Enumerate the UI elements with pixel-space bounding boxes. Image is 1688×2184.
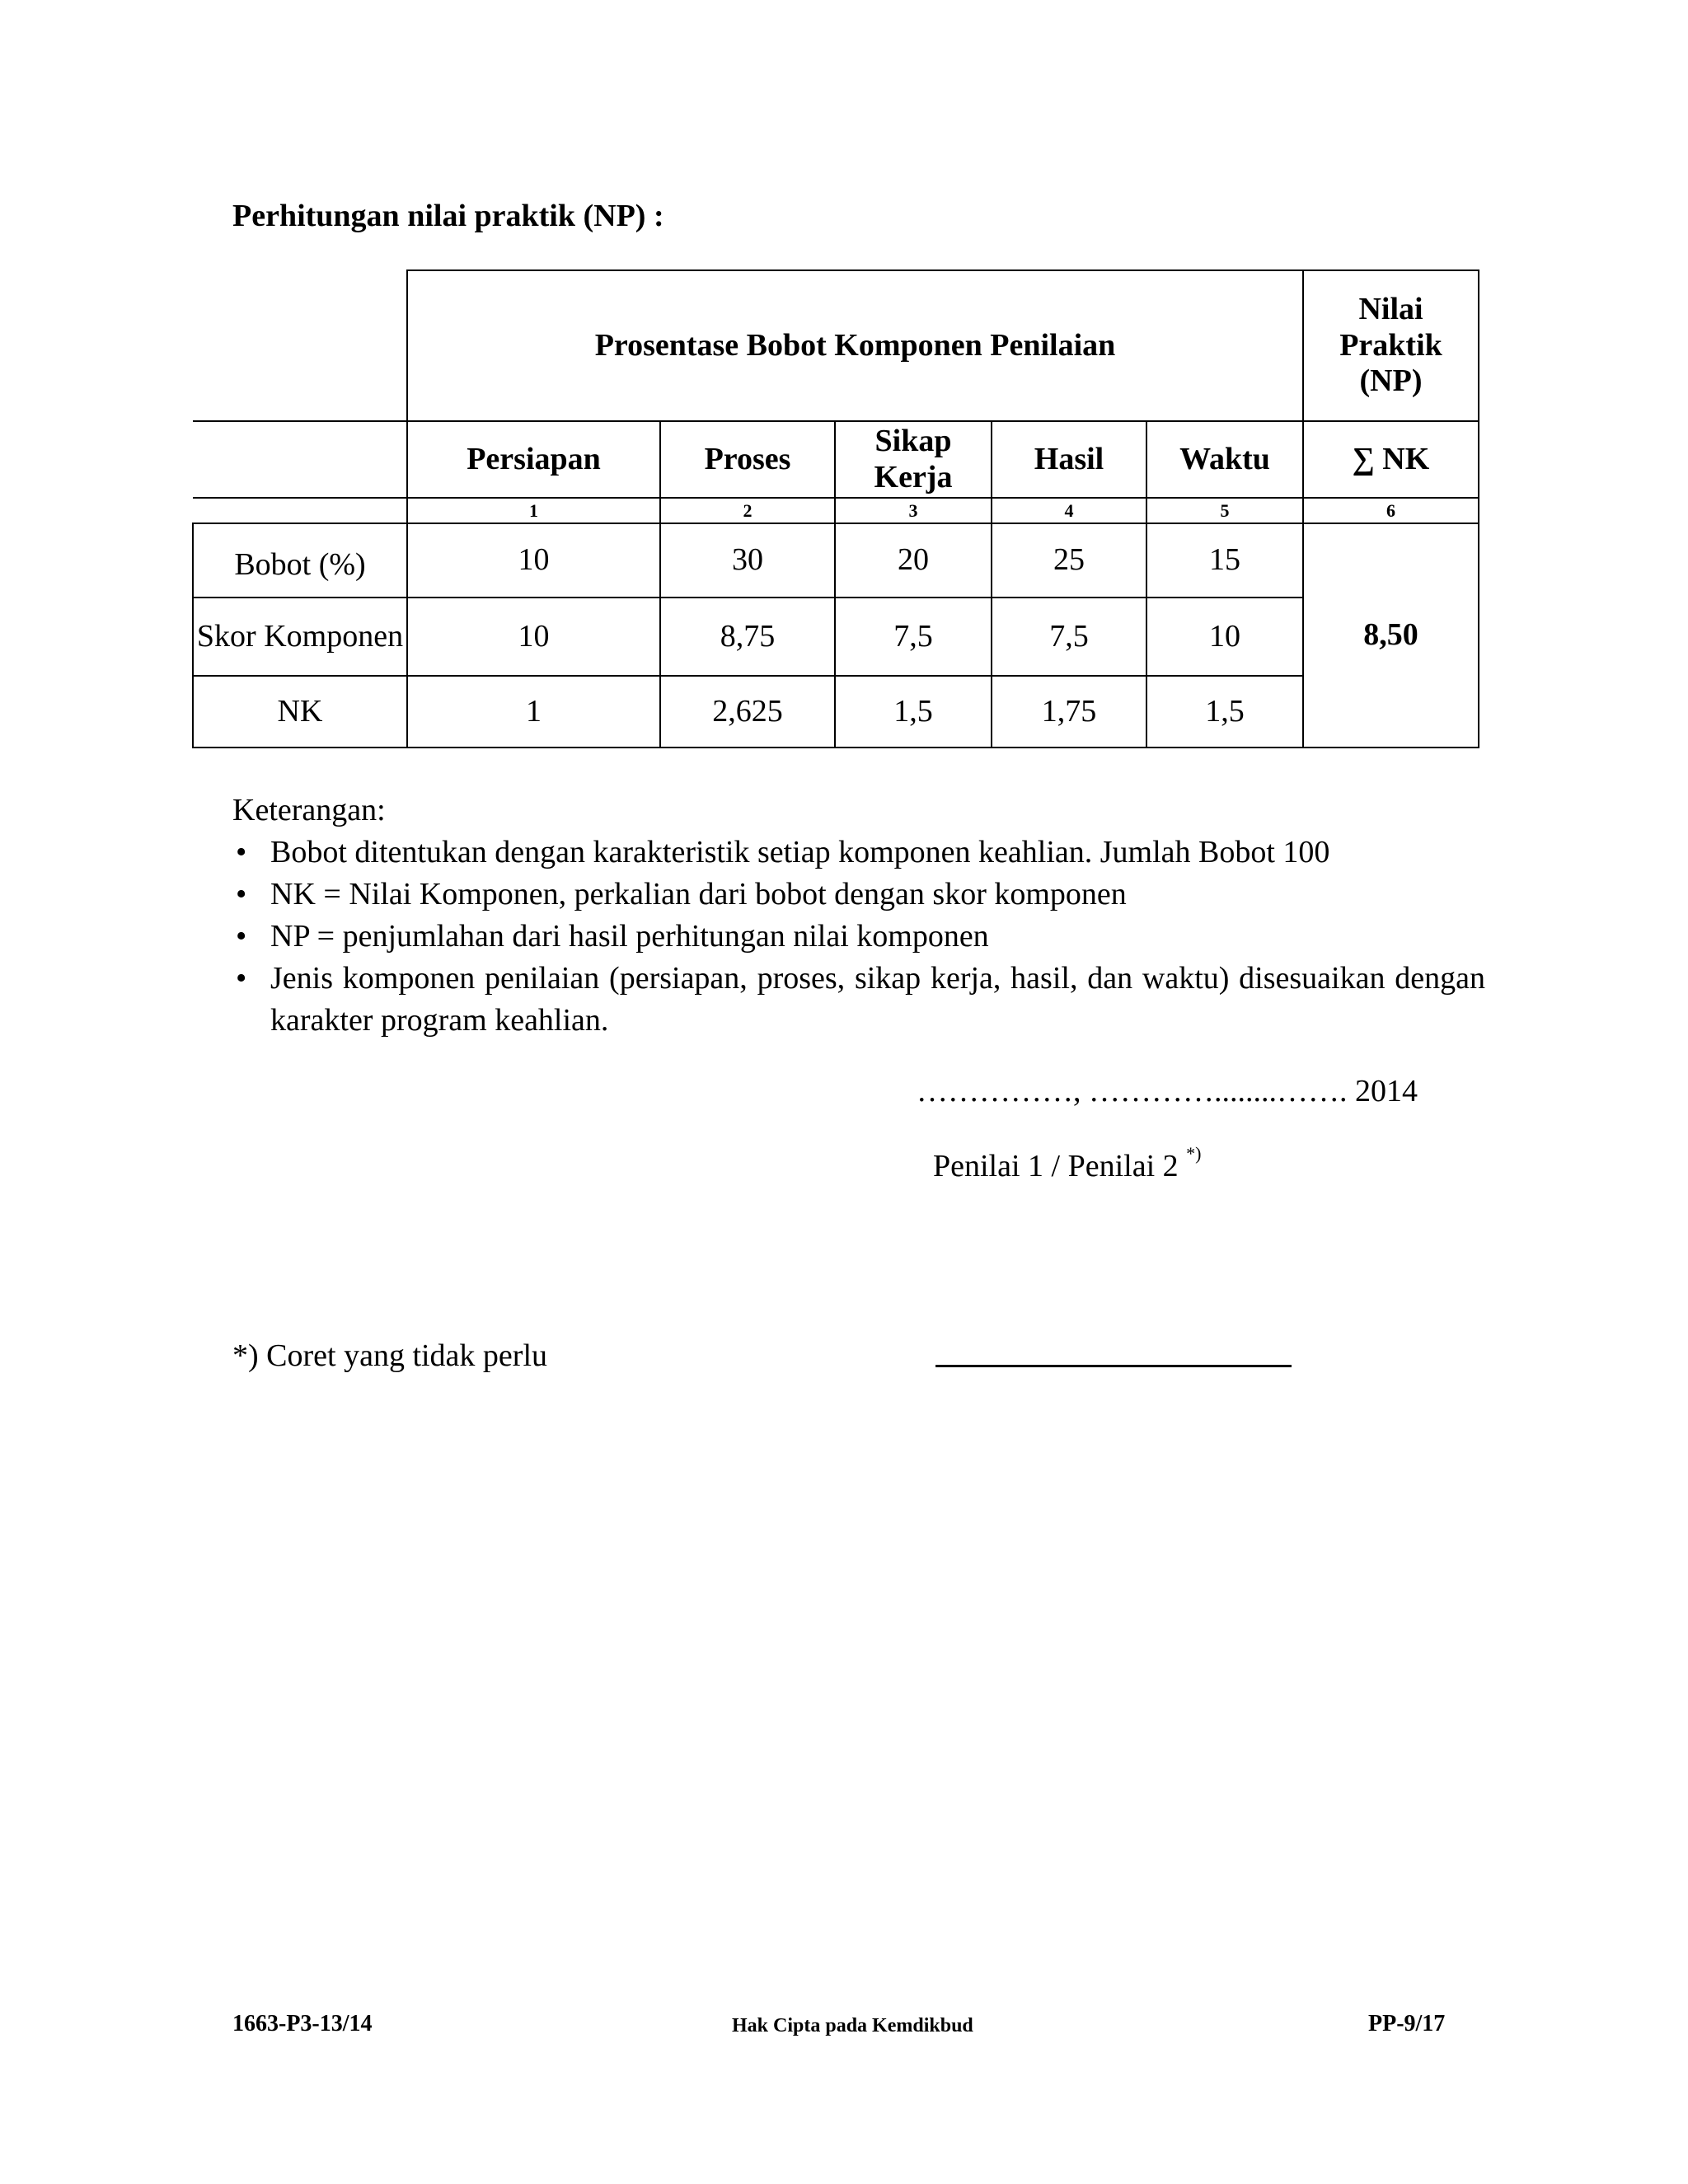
table-cell: 10 xyxy=(1146,598,1303,676)
list-item: • NP = penjumlahan dari hasil perhitungan nilai komponen xyxy=(232,916,1485,958)
list-item: • Jenis komponen penilaian (persiapan, proses, sikap kerja, hasil, dan waktu) disesuaikan dengan karakter program keahlian. xyxy=(232,958,1485,1042)
group-header: Prosentase Bobot Komponen Penilaian xyxy=(407,270,1303,421)
notes-title: Keterangan: xyxy=(232,793,386,827)
col-number: 6 xyxy=(1303,498,1479,523)
table-cell: 1,5 xyxy=(835,676,992,748)
table-cell: 15 xyxy=(1146,523,1303,598)
table-cell: 25 xyxy=(992,523,1146,598)
table-cell: 1,5 xyxy=(1146,676,1303,748)
bullet-icon: • xyxy=(236,835,247,869)
row-label-nk: NK xyxy=(193,676,407,748)
total-np: 8,50 xyxy=(1303,523,1479,748)
notes-list xyxy=(232,832,1485,1042)
table-cell: 2,625 xyxy=(660,676,835,748)
table-cell: 20 xyxy=(835,523,992,598)
table-row xyxy=(193,523,1479,598)
table-row xyxy=(193,676,1479,748)
empty-corner-3 xyxy=(193,498,407,523)
col-header-sikap-kerja: Sikap Kerja xyxy=(835,421,992,498)
page-heading: Perhitungan nilai praktik (NP) : xyxy=(232,199,664,233)
bullet-icon: • xyxy=(236,919,247,954)
list-item: • Bobot ditentukan dengan karakteristik setiap komponen keahlian. Jumlah Bobot 100 xyxy=(232,832,1485,874)
footer-copyright: Hak Cipta pada Kemdikbud xyxy=(732,2015,973,2036)
col-header-persiapan: Persiapan xyxy=(407,421,660,498)
col-header-sum-nk: ∑ NK xyxy=(1303,421,1479,498)
table-cell: 30 xyxy=(660,523,835,598)
table-cell: 7,5 xyxy=(835,598,992,676)
table-cell: 10 xyxy=(407,598,660,676)
footnote: *) Coret yang tidak perlu xyxy=(232,1338,548,1373)
col-number: 1 xyxy=(407,498,660,523)
col-number: 3 xyxy=(835,498,992,523)
signature-line xyxy=(935,1365,1292,1367)
list-item: • NK = Nilai Komponen, perkalian dari bobot dengan skor komponen xyxy=(232,874,1485,916)
penilai-label: Penilai 1 / Penilai 2 *) xyxy=(933,1143,1202,1183)
empty-corner-2 xyxy=(193,421,407,498)
bullet-icon: • xyxy=(236,961,247,996)
table-cell: 1 xyxy=(407,676,660,748)
np-header: Nilai Praktik (NP) xyxy=(1303,270,1479,421)
footer-page-number: PP-9/17 xyxy=(1368,2011,1446,2036)
row-label-skor-komponen: Skor Komponen xyxy=(193,598,407,676)
col-header-waktu: Waktu xyxy=(1146,421,1303,498)
col-number: 5 xyxy=(1146,498,1303,523)
table-cell: 8,75 xyxy=(660,598,835,676)
date-line: ……………, …………........……. 2014 xyxy=(917,1074,1418,1108)
notes-section xyxy=(232,790,1485,1042)
table-row xyxy=(193,598,1479,676)
np-table xyxy=(192,269,1479,748)
table-cell: 7,5 xyxy=(992,598,1146,676)
bullet-icon: • xyxy=(236,877,247,912)
table-cell: 1,75 xyxy=(992,676,1146,748)
col-header-proses: Proses xyxy=(660,421,835,498)
penilai-footnote-mark: *) xyxy=(1186,1143,1202,1164)
col-number: 4 xyxy=(992,498,1146,523)
row-label-bobot: Bobot (%) xyxy=(193,523,407,598)
col-header-hasil: Hasil xyxy=(992,421,1146,498)
table-cell: 10 xyxy=(407,523,660,598)
empty-corner xyxy=(193,270,407,421)
footer-code: 1663-P3-13/14 xyxy=(232,2011,373,2036)
col-number: 2 xyxy=(660,498,835,523)
